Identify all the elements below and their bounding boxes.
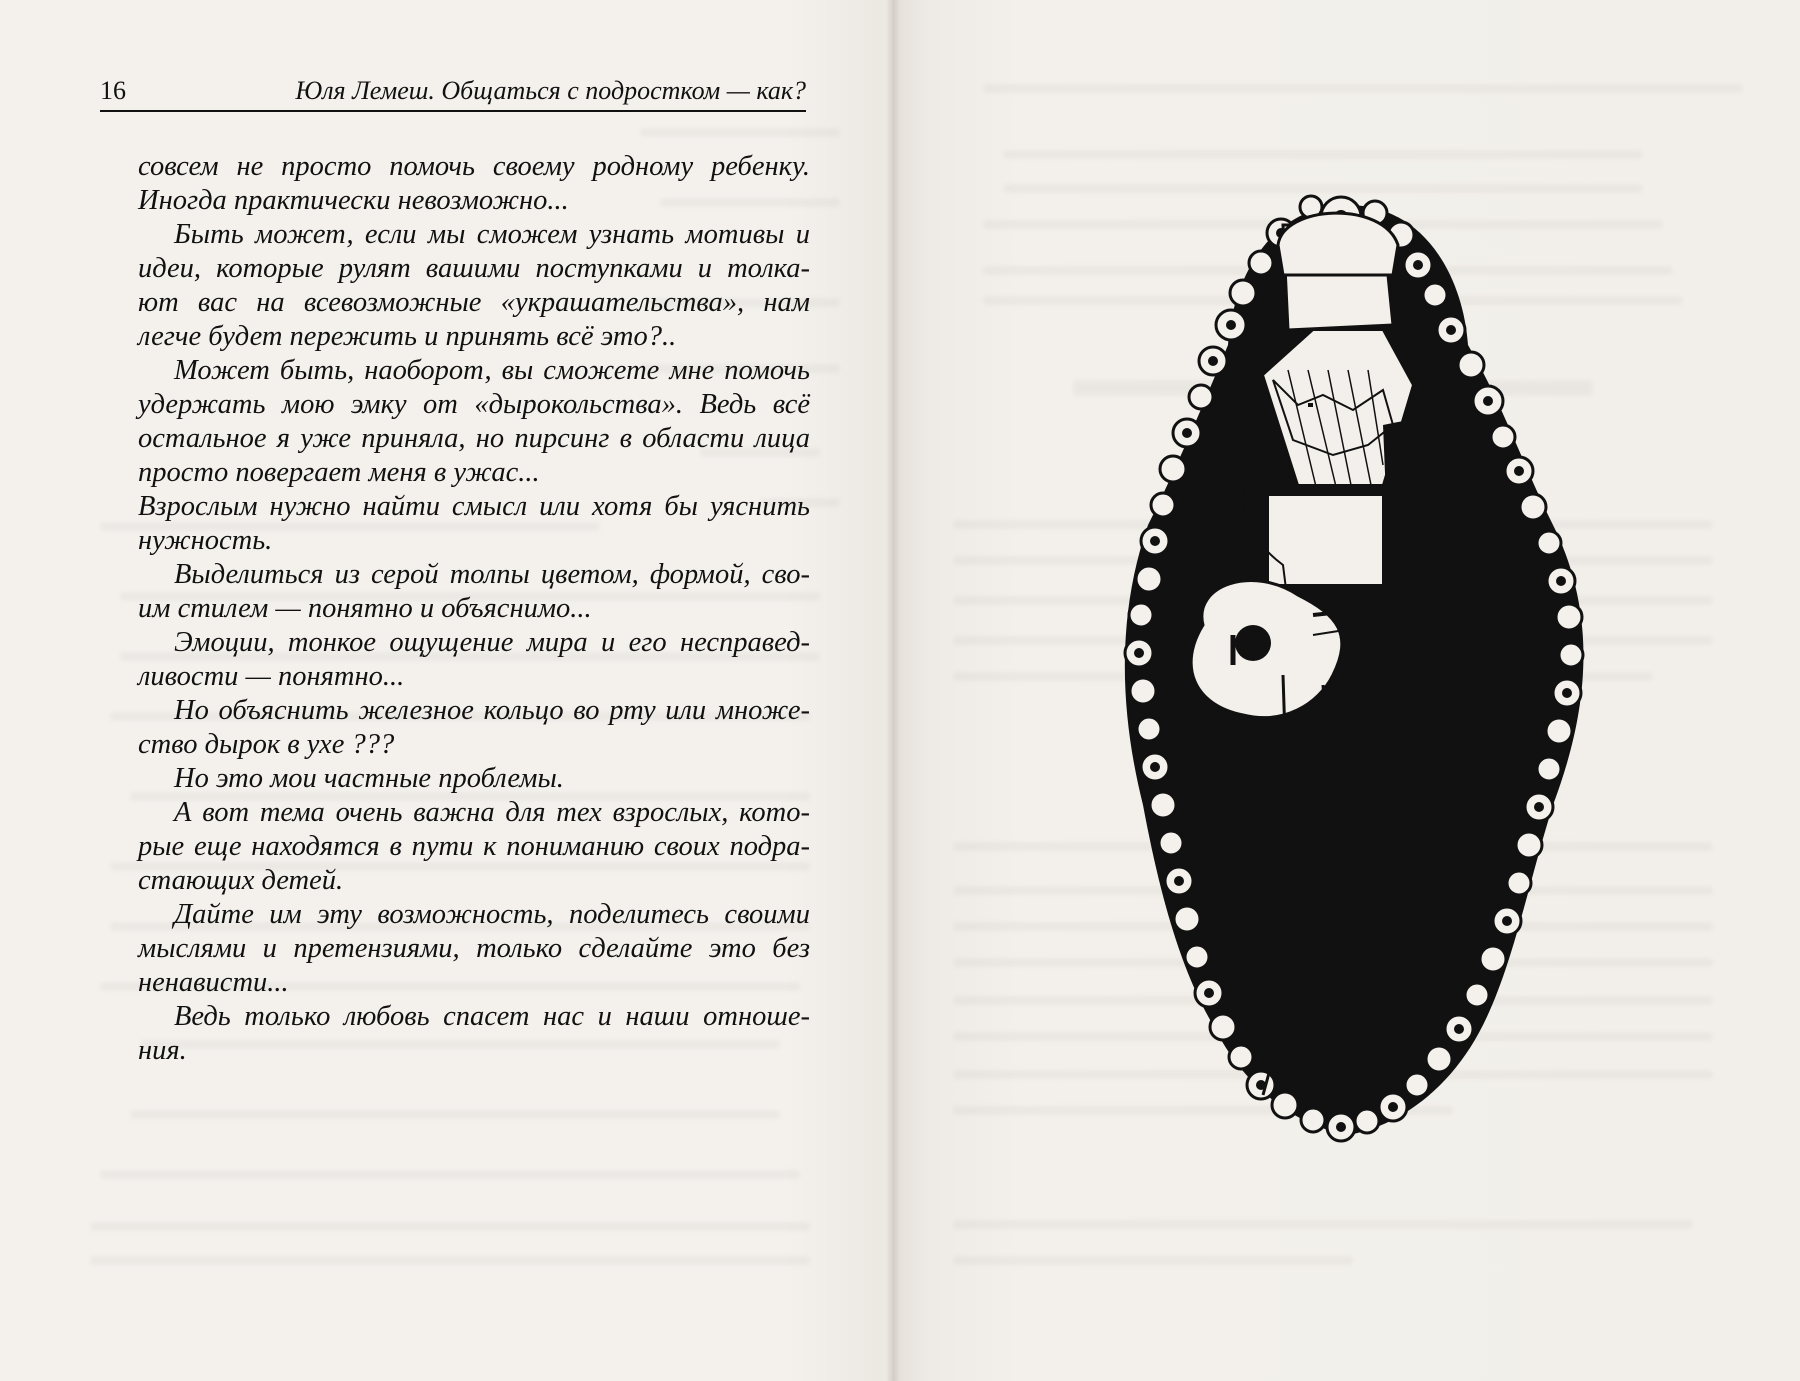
- bubble: [1480, 946, 1506, 972]
- bubble: [1559, 643, 1583, 667]
- bubble: [1520, 494, 1546, 520]
- bubble: [1150, 792, 1176, 818]
- text-line: Выделиться из серой толпы цветом, формой, сво-: [174, 559, 810, 590]
- bubble: [1405, 1073, 1429, 1097]
- text-line: стающих детей.: [138, 865, 344, 896]
- bubble-dot: [1483, 396, 1493, 406]
- text-line: идеи, которые рулят вашими поступками и толка-: [138, 253, 810, 284]
- text-line: рые еще находятся в пути к пониманию своих подра-: [138, 831, 810, 862]
- bubble-dot: [1174, 876, 1184, 886]
- bubble-dot: [1204, 988, 1214, 998]
- book-title-header: Юля Лемеш. Общаться с подростком — как?: [295, 76, 806, 105]
- bubble: [1272, 1092, 1298, 1118]
- bubble: [1137, 717, 1161, 741]
- running-header: [100, 70, 806, 112]
- text-line: Эмоции, тонкое ощущение мира и его несправед-: [174, 627, 810, 658]
- bubble: [1426, 1046, 1452, 1072]
- text-line: просто повергает меня в ужас...: [138, 457, 540, 488]
- bubble: [1537, 531, 1561, 555]
- bubble: [1159, 831, 1183, 855]
- text-line: им стилем — понятно и объяснимо...: [138, 593, 592, 624]
- bubble-dot: [1534, 802, 1544, 812]
- bubble: [1130, 678, 1156, 704]
- text-line: Быть может, если мы сможем узнать мотивы и: [174, 219, 810, 250]
- bubble: [1507, 871, 1531, 895]
- text-line: остальное я уже приняла, но пирсинг в области лица: [138, 423, 810, 454]
- text-line: ство дырок в ухе ???: [138, 729, 395, 760]
- bubble-dot: [1134, 648, 1144, 658]
- text-line: совсем не просто помочь своему родному ребенку.: [138, 151, 810, 182]
- text-line: нужность.: [138, 525, 273, 556]
- text-line: легче будет пережить и принять всё это?..: [138, 321, 677, 352]
- text-line: Может быть, наоборот, вы сможете мне помочь: [174, 355, 810, 386]
- bubble: [1465, 983, 1489, 1007]
- bubble: [1229, 1045, 1253, 1069]
- bubble: [1210, 1014, 1236, 1040]
- bubble: [1160, 456, 1186, 482]
- book-gutter: [886, 0, 900, 1381]
- bubble-dot: [1514, 466, 1524, 476]
- bubble: [1546, 718, 1572, 744]
- text-line: Но это мои частные проблемы.: [174, 763, 564, 794]
- bubble: [1189, 385, 1213, 409]
- bubble-dot: [1446, 325, 1456, 335]
- text-line: Ведь только любовь спасет нас и наши отноше-: [174, 1001, 810, 1032]
- text-line: ненависти...: [138, 967, 289, 998]
- bubble-dot: [1502, 916, 1512, 926]
- bubble-dot: [1182, 428, 1192, 438]
- bubble-dot: [1150, 762, 1160, 772]
- bubble: [1301, 1108, 1325, 1132]
- bubble: [1249, 251, 1273, 275]
- bubble: [1423, 283, 1447, 307]
- text-line: мыслями и претензиями, только сделайте это без: [138, 933, 810, 964]
- bubble: [1185, 945, 1209, 969]
- bubble-dot: [1150, 536, 1160, 546]
- text-line: Дайте им эту возможность, поделитесь своими: [174, 899, 810, 930]
- bubble-dot: [1562, 688, 1572, 698]
- text-line: А вот тема очень важна для тех взрослых, кото-: [174, 797, 810, 828]
- bubble: [1151, 493, 1175, 517]
- bubble-dot: [1388, 1102, 1398, 1112]
- guitar-player-illustration-icon: [1083, 165, 1613, 1165]
- bubble: [1516, 832, 1542, 858]
- bubble: [1491, 425, 1515, 449]
- bubble: [1129, 603, 1153, 627]
- text-line: ливости — понятно...: [138, 661, 405, 692]
- text-line: Взрослым нужно найти смысл или хотя бы уяснить: [138, 491, 810, 522]
- text-line: ния.: [138, 1035, 187, 1066]
- bubble: [1174, 906, 1200, 932]
- bubble-dot: [1226, 320, 1236, 330]
- text-line: ют вас на всевозможные «украшательства», нам: [138, 287, 810, 318]
- bubble: [1355, 1109, 1379, 1133]
- text-line: Иногда практически невозможно...: [138, 185, 569, 216]
- bubble-dot: [1454, 1024, 1464, 1034]
- bubble: [1136, 566, 1162, 592]
- bubble-dot: [1208, 356, 1218, 366]
- bubble: [1458, 352, 1484, 378]
- left-page: [0, 0, 893, 1381]
- bubble: [1230, 280, 1256, 306]
- bubble-dot: [1413, 260, 1423, 270]
- bubble-dot: [1556, 576, 1566, 586]
- page-number: 16: [100, 76, 126, 105]
- text-line: удержать мою эмку от «дырокольства». Ведь всё: [138, 389, 810, 420]
- body-text: [138, 150, 810, 1068]
- bubble: [1537, 757, 1561, 781]
- bubble-dot: [1336, 1122, 1346, 1132]
- bubble: [1556, 604, 1582, 630]
- text-line: Но объяснить железное кольцо во рту или множе-: [174, 695, 810, 726]
